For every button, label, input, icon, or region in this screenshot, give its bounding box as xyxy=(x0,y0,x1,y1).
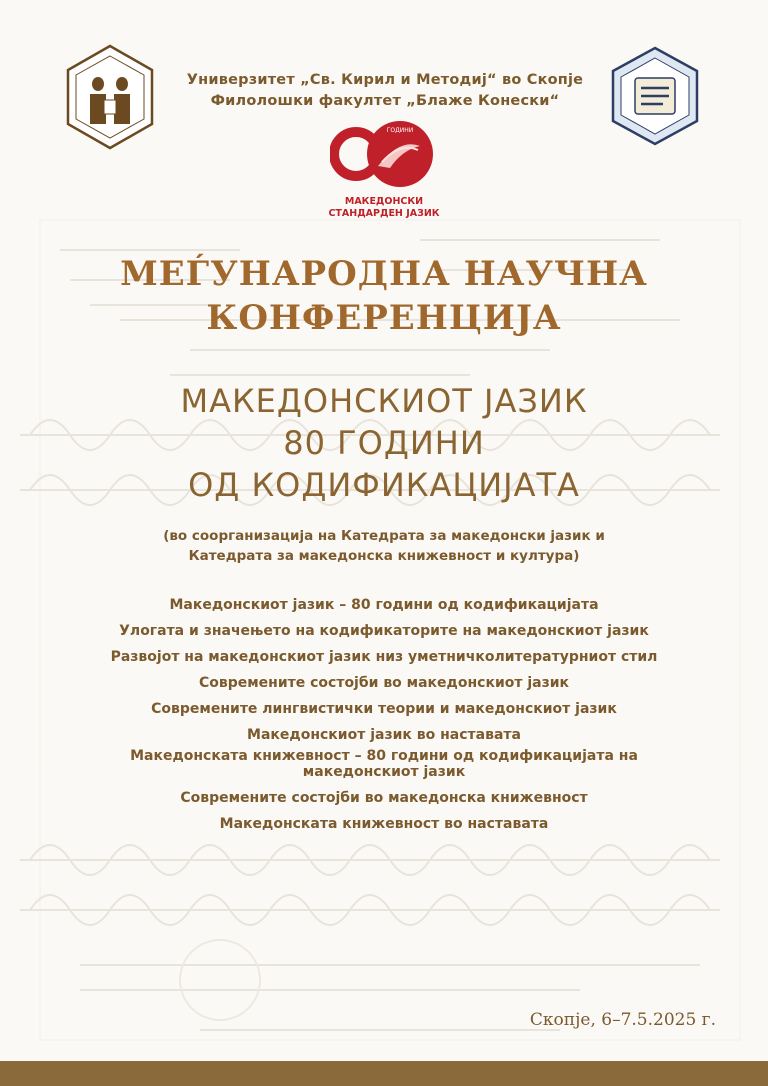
university-seal-logo-icon xyxy=(62,44,158,150)
university-header xyxy=(160,70,610,112)
bottom-decorative-bar xyxy=(0,1061,768,1086)
topic-item: Современите состојби во македонскиот јазик xyxy=(198,675,570,691)
topic-item: Македонската книжевност – 80 години од кодификацијата на xyxy=(130,748,638,764)
conference-heading-line-1: МЕЃУНАРОДНА НАУЧНА xyxy=(120,254,648,294)
coorganization-line-1: (во соорганизација на Катедрата за македонски јазик и xyxy=(163,528,605,544)
faculty-name: Филолошки факултет „Блаже Конески“ xyxy=(210,93,560,109)
coorganization-note xyxy=(80,526,688,566)
conference-title-line-3: ОД КОДИФИКАЦИЈАТА xyxy=(188,466,580,504)
topic-item-continuation: македонскиот јазик xyxy=(302,764,466,780)
conference-heading-line-2: КОНФЕРЕНЦИЈА xyxy=(206,298,562,338)
anniversary-80-logo-icon xyxy=(330,118,438,190)
topics-list xyxy=(40,597,728,842)
topic-item: Македонскиот јазик во наставата xyxy=(247,727,521,743)
university-name: Универзитет „Св. Кирил и Методиј“ во Скопје xyxy=(186,72,584,88)
faculty-seal-logo-icon xyxy=(609,46,701,146)
topic-item: Современите состојби во македонска книжевност xyxy=(180,790,588,806)
topic-item: Македонскиот јазик – 80 години од кодификацијата xyxy=(169,597,599,613)
conference-title-line-2: 80 ГОДИНИ xyxy=(283,424,485,462)
anniversary-years-label: ГОДИНИ xyxy=(386,127,414,134)
anniversary-caption xyxy=(300,196,468,220)
conference-title xyxy=(60,380,708,506)
place-and-date: Скопје, 6–7.5.2025 г. xyxy=(529,1010,716,1030)
conference-title-line-1: МАКЕДОНСКИОТ ЈАЗИК xyxy=(180,382,588,420)
anniversary-line-2: СТАНДАРДЕН ЈАЗИК xyxy=(328,208,440,219)
topic-item: Македонската книжевност во наставата xyxy=(219,816,549,832)
conference-heading xyxy=(60,252,708,340)
coorganization-line-2: Катедрата за македонска книжевност и култура) xyxy=(188,548,580,564)
topic-item: Улогата и значењето на кодификаторите на македонскиот јазик xyxy=(119,623,649,639)
topic-item: Современите лингвистички теории и македонскиот јазик xyxy=(151,701,617,717)
anniversary-line-1: МАКЕДОНСКИ xyxy=(344,196,424,207)
topic-item: Развојот на македонскиот јазик низ уметничколитературниот стил xyxy=(110,649,658,665)
